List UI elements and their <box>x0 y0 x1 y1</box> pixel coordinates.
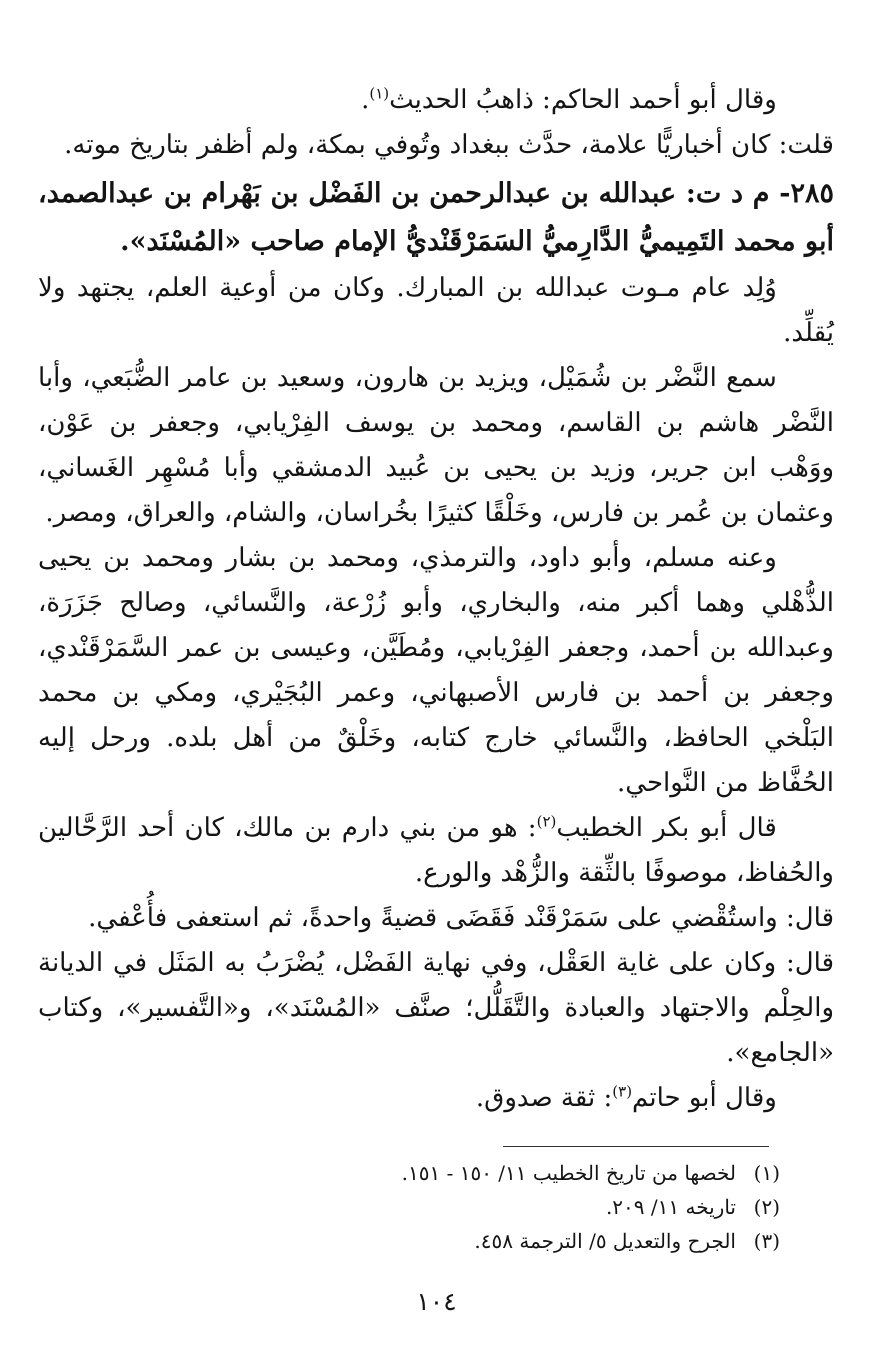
main-text <box>38 78 834 1121</box>
footnote-3 <box>200 1224 780 1258</box>
paragraph-teachers: سمع النَّضْر بن شُمَيْل، ويزيد بن هارون، وسعيد بن عامر الضُّبَعي، وأبا النَّضْر هاشم بن القاسم، ومحمد بن يوسف الفِرْيابي، وجعفر بن عَوْن، ووَهْب ابن جرير، وزيد بن يحيى بن عُبيد الدمشقي وأبا مُسْهِر الغَساني، وعثمان بن عُمر بن فارس، وخَلْقًا كثيرًا بخُراسان، والشام، والعراق، ومصر. <box>38 363 834 528</box>
paragraph-khatib-rest: : هو من بني دارم بن مالك، كان أحد الرَّحَّالين والحُفاظ، موصوفًا بالثِّقة والزُّهْد والورع. <box>38 813 834 888</box>
paragraph-khatib <box>38 806 834 896</box>
paragraph-abu-hatim-rest: : ثقة صدوق. <box>475 1083 613 1113</box>
footnote-number: (١) <box>753 1161 780 1185</box>
footnote-text: تاريخه ١١/ ٢٠٩. <box>605 1195 736 1219</box>
paragraph-virtues: قال: وكان على غاية العَقْل، وفي نهاية الفَضْل، يُضْرَبُ به المَثَل في الديانة والحِلْم والاجتهاد والعبادة والتَّقَلُّل؛ صنَّف «المُسْنَد»، و«التَّفسير»، وكتاب «الجامع». <box>38 948 834 1068</box>
paragraph-hakim-end: . <box>361 85 370 115</box>
footnote-ref-1: (١) <box>369 84 390 103</box>
footnote-divider <box>503 1146 769 1147</box>
footnotes <box>200 1156 780 1258</box>
paragraph-judge: قال: واستُقْضي على سَمَرْقَنْد فَقَضَى قضيةً واحدةً، ثم استعفى فأُعْفي. <box>88 903 834 933</box>
paragraph-hakim <box>38 78 834 123</box>
paragraph-abu-hatim <box>38 1076 834 1121</box>
paragraph-students: وعنه مسلم، وأبو داود، والترمذي، ومحمد بن بشار ومحمد بن يحيى الذُّهْلي وهما أكبر منه، والبخاري، وأبو زُرْعة، والنَّسائي، وصالح جَزَرَة، وعبدالله بن أحمد، وجعفر الفِرْيابي، ومُطَيَّن، وعيسى بن عمر السَّمَرْقَنْدي، وجعفر بن أحمد بن فارس الأصبهاني، وعمر البُجَيْري، ومكي بن محمد البَلْخي الحافظ، والنَّسائي خارج كتابه، وخَلْقٌ من أهل بلده. ورحل إليه الحُفَّاظ من النَّواحي. <box>38 543 834 798</box>
footnote-number: (٣) <box>753 1229 780 1253</box>
footnote-number: (٢) <box>753 1195 780 1219</box>
paragraph-birth: وُلِد عام مـوت عبدالله بن المبارك. وكان من أوعية العلم، يجتهد ولا يُقلِّد. <box>38 273 834 348</box>
paragraph-qultu: قلت: كان أخباريًّا علامة، حدَّث ببغداد وتُوفي بمكة، ولم أظفر بتاريخ موته. <box>64 130 834 160</box>
paragraph-khatib-text: قال أبو بكر الخطيب <box>556 813 777 843</box>
footnote-ref-2: (٢) <box>536 812 557 831</box>
footnote-ref-3: (٣) <box>612 1082 633 1101</box>
footnote-text: لخصها من تاريخ الخطيب ١١/ ١٥٠ - ١٥١. <box>401 1161 736 1185</box>
footnote-1 <box>200 1156 780 1190</box>
entry-heading: ٢٨٥- م د ت: عبدالله بن عبدالرحمن بن الفَضْل بن بَهْرام بن عبدالصمد، أبو محمد التَمِيميُّ الدَّارِميُّ السَمَرْقَنْديُّ الإمام صاحب «المُسْنَد». <box>38 178 834 257</box>
footnote-text: الجرح والتعديل ٥/ الترجمة ٤٥٨. <box>474 1229 736 1253</box>
footnote-2 <box>200 1190 780 1224</box>
paragraph-abu-hatim-text: وقال أبو حاتم <box>632 1083 777 1113</box>
page-number: ١٠٤ <box>416 1287 457 1316</box>
paragraph-hakim-text: وقال أبو أحمد الحاكم: ذاهبُ الحديث <box>389 85 777 115</box>
